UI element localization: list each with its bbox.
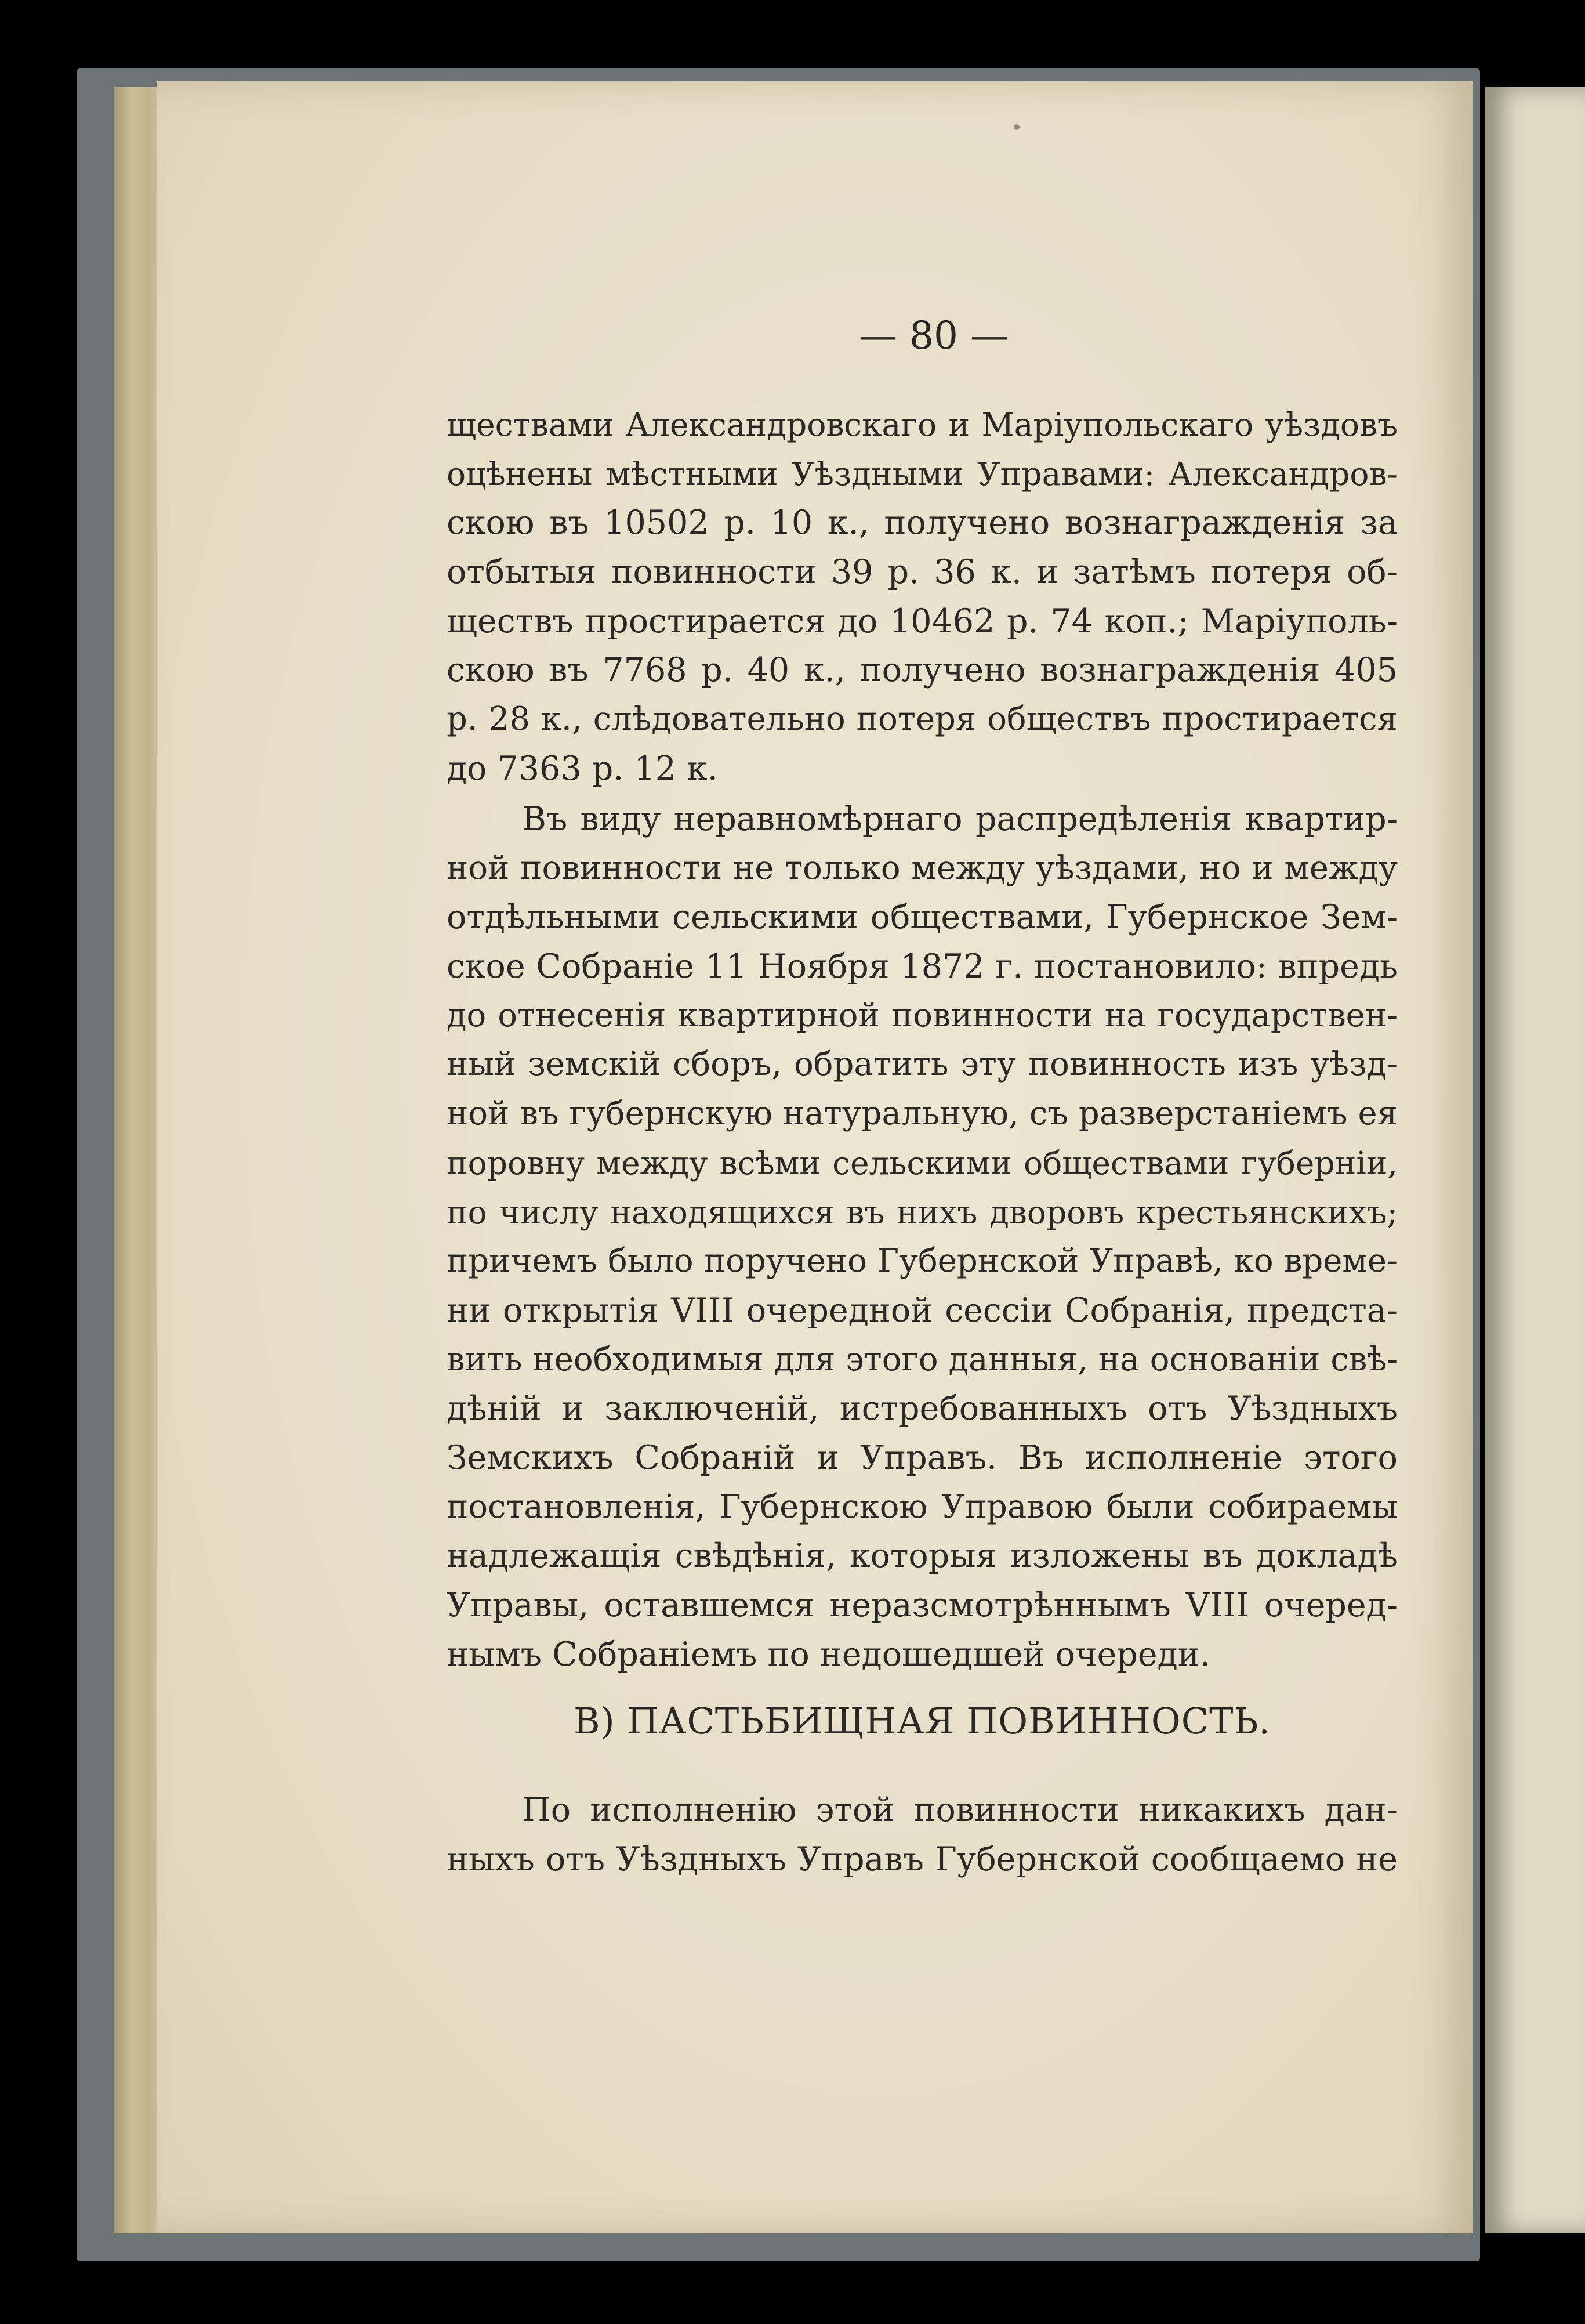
text-line: ный земскій сборъ, обратить эту повинность изъ уѣзд-	[447, 1045, 1398, 1084]
text-line: оцѣнены мѣстными Уѣздными Управами: Александров-	[447, 455, 1398, 493]
text-line: дѣній и заключеній, истребованныхъ отъ Уѣздныхъ	[447, 1389, 1398, 1428]
facing-page-edge	[1485, 87, 1585, 2233]
text-line: отбытыя повинности 39 р. 36 к. и затѣмъ потеря об-	[447, 553, 1398, 592]
text-line: отдѣльными сельскими обществами, Губернское Зем-	[447, 898, 1398, 937]
text-line: скою въ 7768 р. 40 к., получено вознагражденія 405	[447, 651, 1398, 690]
text-line: поровну между всѣми сельскими обществами губерніи,	[447, 1144, 1398, 1182]
text-line: По исполненію этой повинности никакихъ дан-	[522, 1791, 1398, 1829]
text-line: до 7363 р. 12 к.	[447, 749, 718, 788]
text-line: Въ виду неравномѣрнаго распредѣленія квартир-	[522, 800, 1398, 838]
text-line: ское Собраніе 11 Ноября 1872 г. постановило: впредь	[447, 947, 1398, 986]
text-line: по числу находящихся въ нихъ дворовъ крестьянскихъ;	[447, 1193, 1398, 1231]
text-line: ществами Александровскаго и Маріупольскаго уѣздовъ	[447, 406, 1398, 443]
paragraph-3	[447, 1786, 1398, 1884]
paragraph-1	[447, 400, 1398, 794]
text-line: ществъ простирается до 10462 р. 74 коп.; Маріуполь-	[447, 602, 1398, 640]
section-heading: В) ПАСТЬБИЩНАЯ ПОВИННОСТЬ.	[573, 1700, 1271, 1742]
text-line: р. 28 к., слѣдовательно потеря обществъ простирается	[447, 700, 1398, 739]
text-line: нымъ Собраніемъ по недошедшей очереди.	[447, 1635, 1210, 1674]
text-line: ной повинности не только между уѣздами, но и между	[447, 849, 1398, 887]
text-line: скою въ 10502 р. 10 к., получено вознагражденія за	[447, 504, 1398, 542]
text-line: Управы, оставшемся неразсмотрѣннымъ VIII очеред-	[447, 1586, 1398, 1624]
text-line: ни открытія VIII очередной сессіи Собранія, предста-	[447, 1291, 1398, 1330]
paper-speck	[1014, 124, 1020, 130]
page-number: — 80 —	[859, 313, 1009, 358]
text-line: ной въ губернскую натуральную, съ разверстаніемъ ея	[447, 1095, 1398, 1133]
text-line: вить необходимыя для этого данныя, на основаніи свѣ-	[447, 1340, 1398, 1378]
text-line: до отнесенія квартирной повинности на государствен-	[447, 996, 1398, 1034]
paragraph-2	[447, 795, 1398, 1679]
text-line: ныхъ отъ Уѣздныхъ Управъ Губернской сообщаемо не	[447, 1840, 1398, 1878]
text-line: причемъ было поручено Губернской Управѣ, ко време-	[447, 1242, 1398, 1280]
text-line: Земскихъ Собраній и Управъ. Въ исполненіе этого	[447, 1438, 1398, 1477]
text-line: постановленія, Губернскою Управою были собираемы	[447, 1487, 1398, 1526]
text-line: надлежащія свѣдѣнія, которыя изложены въ докладѣ	[447, 1537, 1398, 1576]
